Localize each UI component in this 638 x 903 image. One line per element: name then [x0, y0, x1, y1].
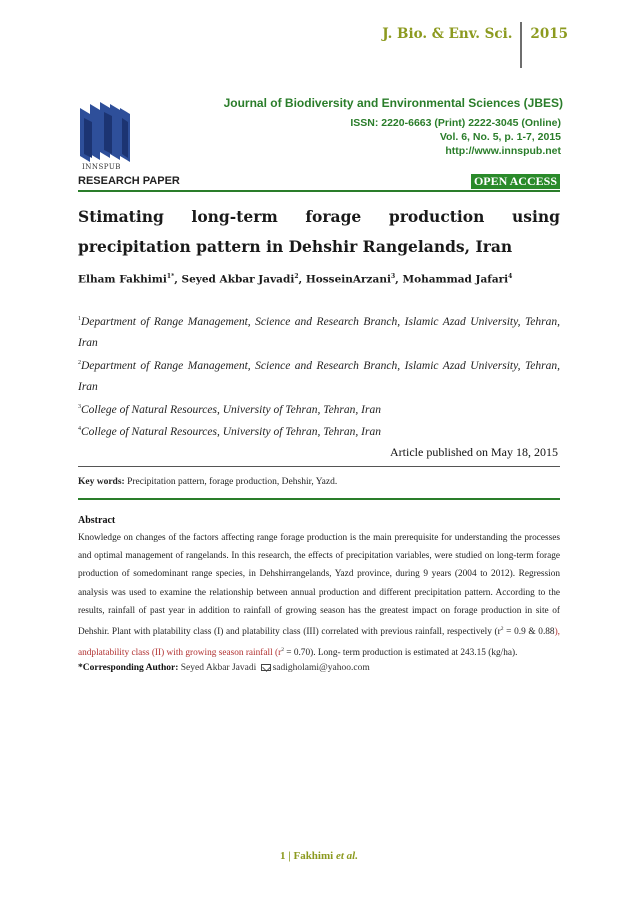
abstract-sup: 2: [500, 626, 504, 633]
logo-text: INNSPUB: [82, 163, 121, 171]
author: HosseinArzani: [305, 273, 391, 286]
affiliation-text: Department of Range Management, Science and Research Branch, Islamic Azad University, Tehran, Iran: [78, 359, 560, 393]
abstract-sup: 2: [281, 647, 284, 654]
divider-green: [78, 498, 560, 500]
journal-abbrev: J. Bio. & Env. Sci.: [382, 26, 513, 42]
abstract-heading: Abstract: [78, 515, 116, 526]
keywords-text: Precipitation pattern, forage production, Dehshir, Yazd.: [124, 477, 338, 487]
journal-volume: Vol. 6, No. 5, p. 1-7, 2015: [439, 131, 561, 143]
abstract-text: = 0.70). Long- term production is estimated at 243.15 (kg/ha).: [283, 648, 518, 659]
journal-year: 2015: [530, 26, 568, 42]
author-sup: 1*: [166, 273, 175, 280]
open-access-badge: OPEN ACCESS: [471, 174, 560, 189]
abstract-text: = 0.9 & 0.88: [503, 627, 555, 638]
journal-meta: [350, 116, 561, 158]
affiliation-num: 1: [78, 316, 81, 322]
author-sup: 4: [508, 273, 513, 280]
footer-page: 1 | Fakhimi: [280, 850, 336, 862]
journal-url[interactable]: http://www.innspub.net: [445, 145, 561, 157]
paper-title: Stimating long-term forage production using precipitation pattern in Dehshir Rangelands, Iran: [78, 207, 560, 256]
research-paper-label: RESEARCH PAPER: [78, 175, 180, 187]
affiliation-num: 4: [78, 426, 81, 432]
affiliation-text: College of Natural Resources, University of Tehran, Tehran, Iran: [81, 403, 381, 416]
publication-date: Article published on May 18, 2015: [390, 445, 558, 459]
keywords-label: Key words:: [78, 477, 125, 487]
corresponding-name: Seyed Akbar Javadi: [178, 663, 259, 673]
affiliation: [78, 353, 560, 398]
affiliation-text: Department of Range Management, Science and Research Branch, Islamic Azad University, Tehran, Iran: [78, 315, 560, 349]
author-separator: ,: [298, 273, 306, 286]
author: Mohammad Jafari: [402, 273, 509, 286]
affiliation-text: College of Natural Resources, University of Tehran, Tehran, Iran: [81, 425, 381, 438]
abstract-text: ), andplatability class (II) with growing season rainfall (r: [78, 627, 560, 659]
corresponding-author: [78, 663, 370, 673]
mail-icon: [261, 664, 271, 671]
footer-etal: et al.: [335, 850, 358, 862]
author-sup: 3: [390, 273, 396, 280]
corresponding-email[interactable]: sadigholami@yahoo.com: [272, 663, 370, 673]
journal-issn: ISSN: 2220-6663 (Print) 2222-3045 (Online): [350, 117, 561, 129]
divider: [78, 466, 560, 467]
abstract-body: [78, 529, 560, 663]
affiliation: [78, 309, 560, 354]
author: Elham Fakhimi: [78, 273, 167, 286]
journal-full-name: Journal of Biodiversity and Environmental Sciences (JBES): [223, 96, 563, 110]
abstract-text: Knowledge on changes of the factors affecting range forage production is the main prerequisite for understanding the processes and optimal management of rangelands. In this research, the effects of precipitation variables, were studied on long-term forage production of somedominant range species, in Dehshirrangelands, Yazd province, during 9 years (2004 to 2012). Regression analysis was used to examine the relationship between annual production and different precipitation pattern. According to the results, rainfall of past year in addition to rainfall of growing season has the greatest impact on forage production in site of Dehshir. Plant with platability class (I) and platability class (III) correlated with previous rainfall, respectively (r: [78, 533, 560, 638]
running-header: [382, 22, 568, 52]
author-list: [78, 273, 512, 286]
author-sup: 2: [294, 273, 299, 280]
author-separator: ,: [395, 273, 403, 286]
author: Seyed Akbar Javadi: [181, 273, 295, 286]
paper-type-bar: [78, 172, 560, 192]
affiliation: [78, 419, 560, 443]
affiliation-num: 3: [78, 404, 81, 410]
keywords: [78, 477, 337, 487]
corresponding-label: *Corresponding Author:: [78, 663, 179, 673]
affiliation: [78, 397, 560, 421]
innspub-logo-icon: [78, 100, 140, 172]
author-separator: ,: [174, 273, 182, 286]
affiliation-num: 2: [78, 360, 81, 366]
page-footer: [0, 850, 638, 862]
